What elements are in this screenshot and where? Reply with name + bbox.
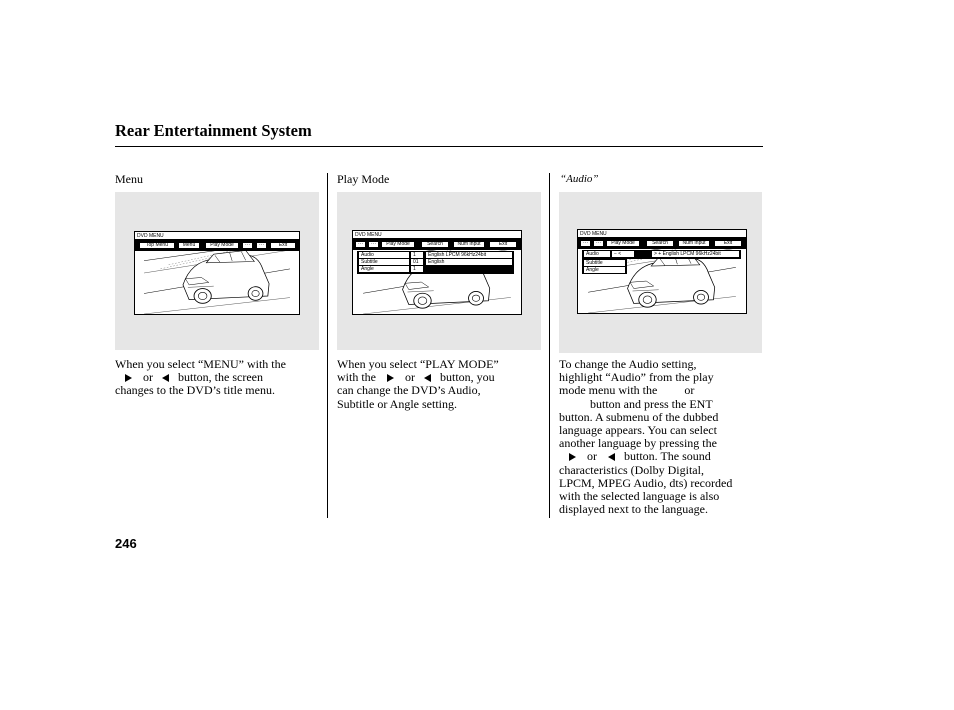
dvd-button-bar [353, 239, 521, 250]
body-text-menu [115, 358, 320, 398]
subtitle-number: 01 [411, 259, 423, 265]
text-fragment: button, you [440, 370, 495, 385]
dvd-screen [352, 230, 522, 315]
text-line [559, 398, 764, 411]
dvd-button-bar [135, 240, 299, 251]
column-divider [327, 173, 328, 518]
menu-button[interactable]: Menu [178, 242, 200, 249]
exit-button[interactable]: Exit [270, 242, 296, 249]
text-line: changes to the DVD’s title menu. [115, 383, 275, 398]
text-fragment: button and press the ENT [590, 396, 713, 411]
text-fragment: or [405, 370, 415, 385]
dvd-screen [577, 229, 747, 314]
text-line: characteristics (Dolby Digital, [559, 462, 704, 477]
right-arrow-icon [125, 374, 132, 382]
header-rule [115, 146, 763, 147]
exit-button[interactable]: Exit [489, 241, 517, 248]
subtitle-value: English [426, 259, 512, 265]
text-fragment: or [684, 383, 695, 398]
text-line: Subtitle or Angle setting. [337, 396, 457, 411]
dvd-screen [134, 231, 300, 315]
figure-panel-menu [115, 192, 319, 350]
num-input-button[interactable]: Num Input [453, 241, 485, 248]
page-title: Rear Entertainment System [115, 121, 312, 140]
text-line: button. A submenu of the dubbed [559, 409, 719, 424]
column-divider [549, 173, 550, 518]
text-line: displayed next to the language. [559, 502, 708, 517]
search-button[interactable]: Search [646, 240, 674, 247]
angle-label[interactable]: Angle [359, 266, 409, 272]
play-mode-button[interactable]: Play Mode [606, 240, 640, 247]
figure-caption-play-mode: Play Mode [337, 172, 390, 186]
num-input-button[interactable]: Num Input [678, 240, 710, 247]
left-arrow-icon [162, 374, 169, 382]
body-text-play-mode [337, 358, 542, 411]
text-line: LPCM, MPEG Audio, dts) recorded [559, 475, 733, 490]
play-mode-button[interactable]: Play Mode [381, 241, 415, 248]
text-fragment: or [143, 370, 153, 385]
more-button[interactable]: ··· [593, 240, 604, 247]
page-number: 246 [115, 536, 137, 551]
text-line: with the selected language is also [559, 488, 720, 503]
audio-number: 1 [411, 252, 423, 258]
text-line: another language by pressing the [559, 436, 717, 451]
text-fragment: button. The sound [624, 449, 711, 464]
dvd-button-bar [578, 238, 746, 249]
text-line: language appears. You can select [559, 422, 717, 437]
text-fragment: with the [337, 370, 376, 385]
more-button[interactable]: ··· [355, 241, 366, 248]
text-fragment: button, the screen [178, 370, 263, 385]
dvd-menu-title: DVD MENU [353, 231, 521, 239]
text-line: highlight “Audio” from the play [559, 370, 714, 385]
more-button[interactable]: ··· [368, 241, 379, 248]
left-arrow-icon [608, 453, 615, 461]
figure-panel-audio [559, 192, 762, 353]
audio-submenu [582, 250, 741, 259]
angle-label[interactable]: Angle [584, 267, 625, 273]
figure-caption-menu: Menu [115, 172, 143, 186]
dvd-menu-title: DVD MENU [578, 230, 746, 238]
right-arrow-icon [387, 374, 394, 382]
audio-language-value[interactable]: > + English LPCM 96kHz24bit [652, 251, 739, 257]
text-line [559, 450, 764, 463]
figure-panel-play-mode [337, 192, 541, 350]
text-line: can change the DVD’s Audio, [337, 383, 481, 398]
subtitle-label[interactable]: Subtitle [584, 260, 625, 266]
play-mode-button[interactable]: Play Mode [205, 242, 239, 249]
angle-number: 1 [411, 266, 423, 272]
body-text-audio [559, 358, 764, 516]
left-arrow-icon [424, 374, 431, 382]
more-button[interactable]: ··· [580, 240, 591, 247]
subtitle-label[interactable]: Subtitle [359, 259, 409, 265]
text-fragment: mode menu with the [559, 383, 658, 398]
search-button[interactable]: Search [421, 241, 449, 248]
play-mode-submenu [582, 259, 627, 274]
text-line: To change the Audio setting, [559, 357, 697, 371]
audio-label[interactable]: Audio [584, 251, 610, 257]
dvd-menu-title: DVD MENU [135, 232, 299, 240]
right-arrow-icon [569, 453, 576, 461]
audio-decrease-control[interactable]: − < [612, 251, 634, 257]
exit-button[interactable]: Exit [714, 240, 742, 247]
text-line: When you select “MENU” with the [115, 357, 286, 371]
more-button[interactable]: ··· [256, 242, 267, 249]
audio-label[interactable]: Audio [359, 252, 409, 258]
text-fragment: or [587, 449, 597, 464]
play-mode-submenu [357, 251, 514, 274]
more-button[interactable]: ··· [242, 242, 253, 249]
audio-value: English LPCM 96kHz24bit [426, 252, 512, 258]
text-line: When you select “PLAY MODE” [337, 357, 499, 371]
top-menu-button[interactable]: Top Menu [139, 242, 175, 249]
figure-caption-audio: “Audio” [560, 173, 599, 185]
